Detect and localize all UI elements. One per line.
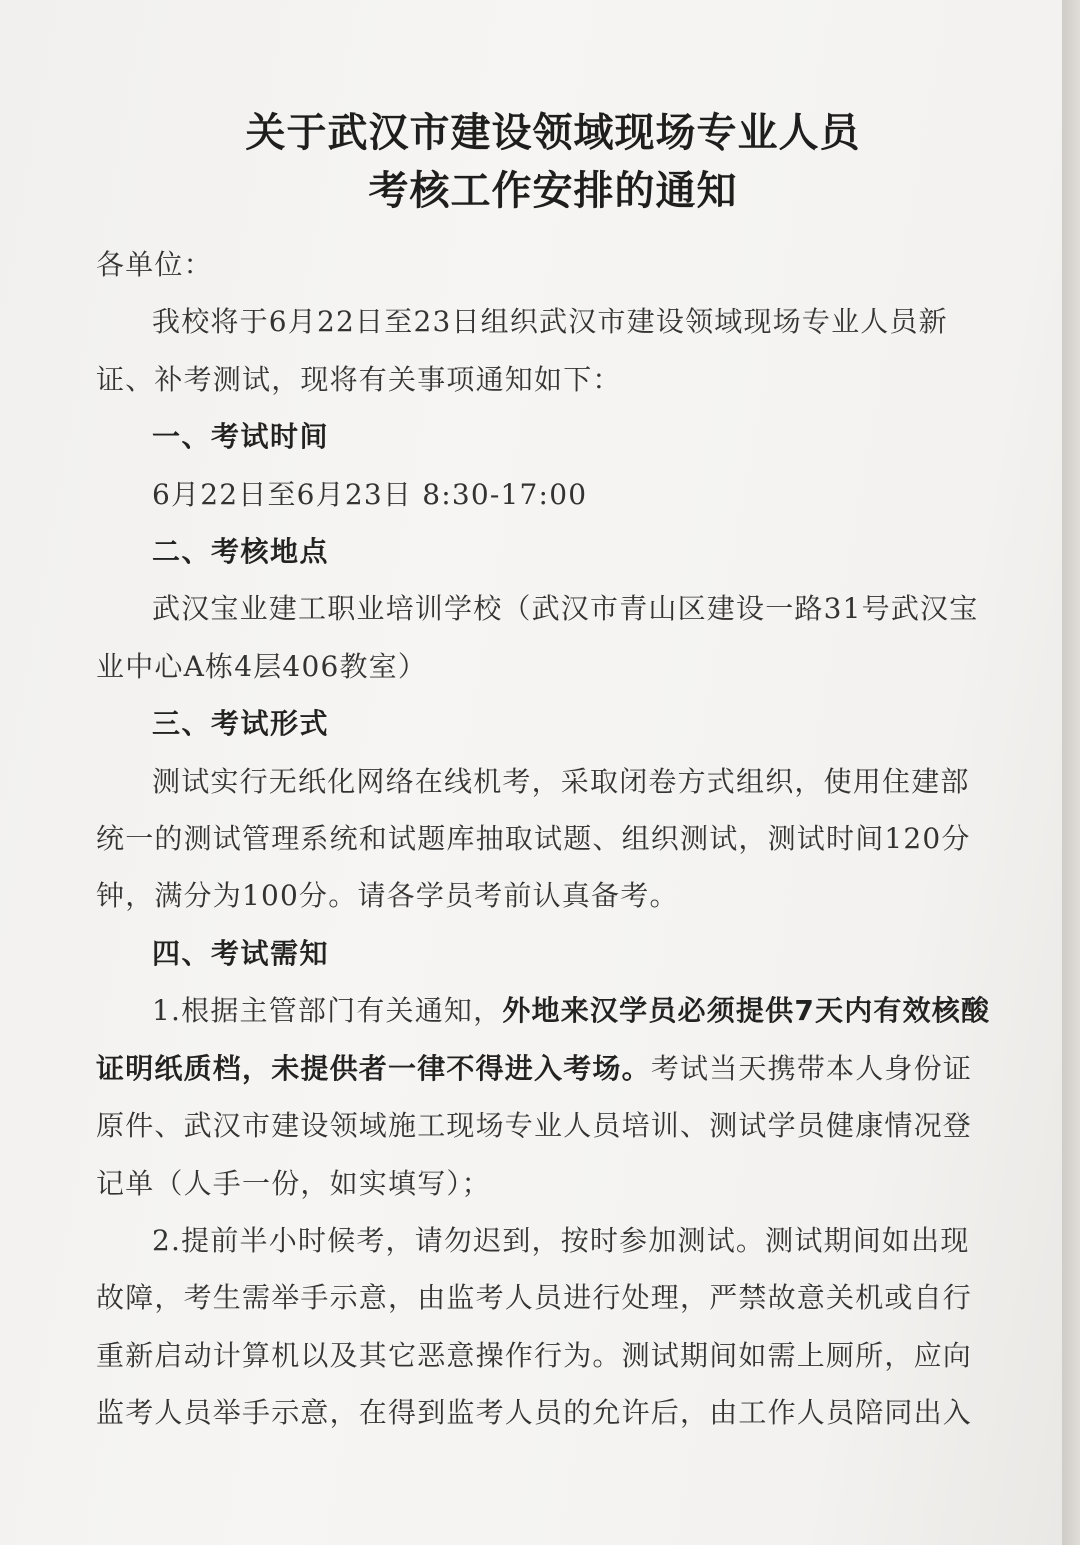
section-text-format: 测试实行无纸化网络在线机考，采取闭卷方式组织，使用住建部统一的测试管理系统和试题库抽取试题、组织测试，测试时间120分钟，满分为100分。请各学员考前认真备考。: [96, 764, 971, 913]
section-heading-time: 一、考试时间: [152, 420, 330, 454]
salutation: 各单位：: [96, 248, 213, 281]
title-line-2: 考核工作安排的通知: [368, 168, 738, 214]
page-edge-shadow: [1062, 0, 1080, 1545]
notice-item-1-prefix: 1.根据主管部门有关通知，: [152, 994, 503, 1028]
section-text-location: 武汉宝业建工职业培训学校（武汉市青山区建设一路31号武汉宝业中心A栋4层406教室）: [96, 592, 979, 683]
title-line-1: 关于武汉市建设领域现场专业人员: [245, 110, 861, 156]
notice-item-1-emphasis: 外地来汉学员必须提供7天内有效核酸证明纸质档，未提供者一律不得进入考场。: [96, 994, 991, 1085]
section-heading-location: 二、考核地点: [152, 535, 330, 569]
section-heading-notice: 四、考试需知: [152, 936, 330, 970]
section-text-time: 6月22日至6月23日 8:30-17:00: [152, 477, 588, 511]
intro-paragraph: 我校将于6月22日至23日组织武汉市建设领域现场专业人员新证、补考测试，现将有关事项通知如下：: [96, 305, 948, 396]
notice-item-1-rest: 考试当天携带本人身份证原件、武汉市建设领域施工现场专业人员培训、测试学员健康情况登记单（人手一份，如实填写）；: [96, 1051, 973, 1200]
notice-item-2: 2.提前半小时候考，请勿迟到，按时参加测试。测试期间如出现故障，考生需举手示意，由监考人员进行处理，严禁故意关机或自行重新启动计算机以及其它恶意操作行为。测试期间如需上厕所，应向监考人员举手示意，在得到监考人员的允许后，由工作人员陪同出入: [96, 1223, 973, 1430]
notice-item-1: [96, 982, 996, 1212]
document-title: [110, 104, 996, 220]
notice-document: [96, 104, 996, 1442]
section-heading-format: 三、考试形式: [152, 707, 330, 741]
